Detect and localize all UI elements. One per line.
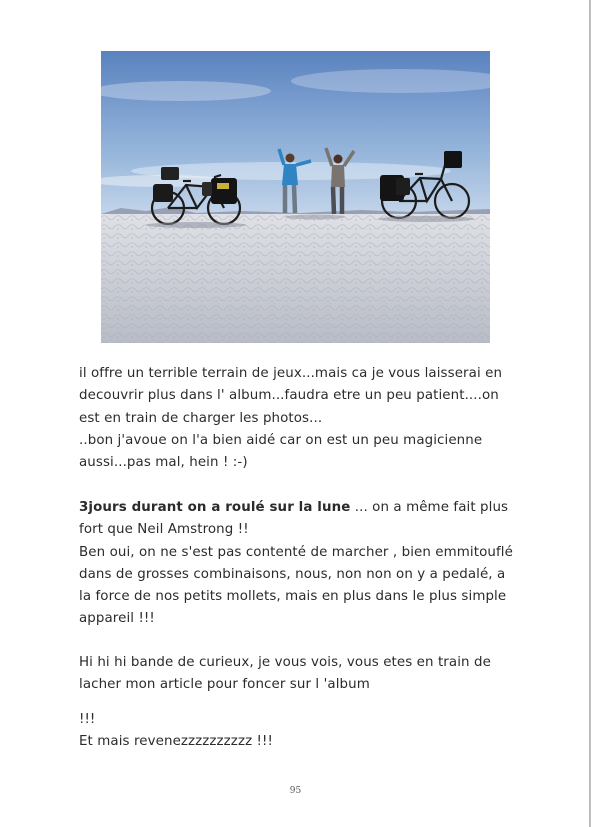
text-line: ..bon j'avoue on l'a bien aidé car on est un peu magicienne	[79, 432, 483, 448]
page-number: 95	[289, 786, 302, 796]
text-line: Ben oui, on ne s'est pas contenté de marcher , bien emmitouflé	[79, 544, 513, 560]
paragraph-moon	[79, 497, 513, 631]
paragraph-comeback	[79, 709, 513, 754]
text-line: il offre un terrible terrain de jeux...mais ca je vous laisserai en	[79, 366, 503, 381]
text-line: decouvrir plus dans l' album...faudra etre un peu patient....on	[79, 388, 499, 404]
text-line: fort que Neil Amstrong !!	[79, 522, 249, 538]
text-line: dans de grosses combinaisons, nous, non non on y a pedalé, a	[79, 566, 506, 582]
text-run: ... on a même fait plus	[350, 500, 509, 515]
salt-flat-photo	[101, 51, 490, 343]
text-line: est en train de charger les photos...	[79, 410, 323, 426]
text-line	[79, 497, 513, 519]
paragraph-curious	[79, 652, 513, 697]
text-line: !!!	[79, 712, 96, 727]
bold-lead: 3jours durant on a roulé sur la lune	[79, 500, 351, 515]
text-line: Et mais revenezzzzzzzzzz !!!	[79, 734, 273, 750]
text-line: lacher mon article pour foncer sur l 'album	[79, 677, 370, 693]
text-line: Hi hi hi bande de curieux, je vous vois, vous etes en train de	[79, 655, 491, 670]
text-line: appareil !!!	[79, 611, 155, 627]
text-line: aussi...pas mal, hein ! :-)	[79, 455, 248, 471]
text-line: la force de nos petits mollets, mais en plus dans le plus simple	[79, 589, 507, 605]
paragraph-magic	[79, 363, 513, 474]
